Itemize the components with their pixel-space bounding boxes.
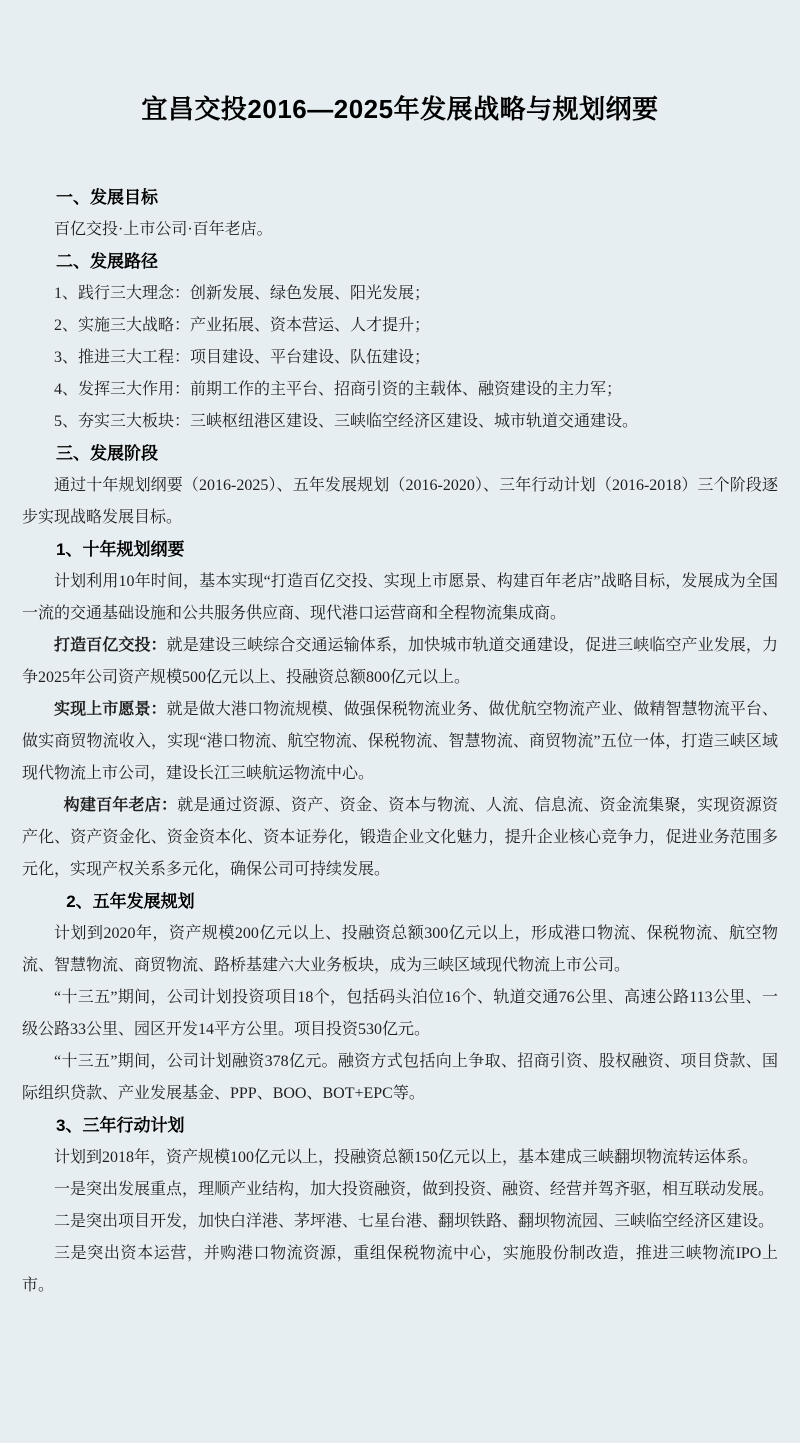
paragraph-focus-development: 一是突出发展重点，理顺产业结构，加大投资融资，做到投资、融资、经营并驾齐驱，相互联动发展。: [54, 1181, 775, 1198]
paragraph-five-year-targets: 计划到2020年，资产规模200亿元以上、投融资总额300亿元以上，形成港口物流、保税物流、航空物流、智慧物流、商贸物流、路桥基建六大业务板块，成为三峡区域现代物流上市公司。: [22, 925, 778, 974]
paragraph-text-build-ten-billion: 就是建设三峡综合交通运输体系，加快城市轨道交通建设，促进三峡临空产业发展，力争2025年公司资产规模500亿元以上、投融资总额800亿元以上。: [22, 637, 778, 686]
paragraph-focus-projects: 二是突出项目开发，加快白洋港、茅坪港、七星台港、翻坝铁路、翻坝物流园、三峡临空经济区建设。: [54, 1213, 775, 1230]
paragraph-lead-century-old-store: 构建百年老店：: [63, 797, 178, 814]
paragraph-goal-slogan: 百亿交投·上市公司·百年老店。: [54, 221, 273, 238]
paragraph-listing-vision: [22, 694, 778, 790]
list-item-three-concepts: 1、践行三大理念：创新发展、绿色发展、阳光发展；: [54, 285, 431, 302]
paragraph-investment-projects: “十三五”期间，公司计划投资项目18个，包括码头泊位16个、轨道交通76公里、高速公路113公里、一级公路33公里、园区开发14平方公里。项目投资530亿元。: [22, 989, 778, 1038]
list-item-three-strategies: 2、实施三大战略：产业拓展、资本营运、人才提升；: [54, 317, 431, 334]
paragraph-lead-build-ten-billion: 打造百亿交投：: [54, 637, 167, 654]
paragraph-stages-overview: 通过十年规划纲要（2016-2025）、五年发展规划（2016-2020）、三年行动计划（2016-2018）三个阶段逐步实现战略发展目标。: [22, 477, 778, 526]
subheading-three-year-action-plan: 3、三年行动计划: [56, 1116, 185, 1135]
subheading-five-year-plan: 2、五年发展规划: [66, 892, 195, 911]
paragraph-century-old-store: [22, 790, 778, 886]
list-item-three-projects: 3、推进三大工程：项目建设、平台建设、队伍建设；: [54, 349, 431, 366]
section-heading-development-stages: 三、发展阶段: [56, 444, 158, 463]
section-heading-development-goal: 一、发展目标: [56, 188, 158, 207]
paragraph-text-listing-vision: 就是做大港口物流规模、做强保税物流业务、做优航空物流产业、做精智慧物流平台、做实商贸物流收入，实现“港口物流、航空物流、保税物流、智慧物流、商贸物流”五位一体，打造三峡区域现代物流上市公司，建设长江三峡航运物流中心。: [22, 701, 778, 782]
paragraph-build-ten-billion: [22, 630, 778, 694]
paragraph-focus-capital: 三是突出资本运营，并购港口物流资源，重组保税物流中心，实施股份制改造，推进三峡物流IPO上市。: [22, 1245, 778, 1294]
list-item-three-sectors: 5、夯实三大板块：三峡枢纽港区建设、三峡临空经济区建设、城市轨道交通建设。: [54, 413, 639, 430]
paragraph-2018-targets: 计划到2018年，资产规模100亿元以上，投融资总额150亿元以上，基本建成三峡翻坝物流转运体系。: [54, 1149, 759, 1166]
paragraph-financing-plan: “十三五”期间，公司计划融资378亿元。融资方式包括向上争取、招商引资、股权融资、项目贷款、国际组织贷款、产业发展基金、PPP、BOO、BOT+EPC等。: [22, 1053, 778, 1102]
document-title: 宜昌交投2016—2025年发展战略与规划纲要: [141, 94, 659, 124]
list-item-three-roles: 4、发挥三大作用：前期工作的主平台、招商引资的主载体、融资建设的主力军；: [54, 381, 623, 398]
subheading-ten-year-outline: 1、十年规划纲要: [56, 540, 185, 559]
paragraph-text-century-old-store: 就是通过资源、资产、资金、资本与物流、人流、信息流、资金流集聚，实现资源资产化、资产资金化、资金资本化、资本证券化，锻造企业文化魅力，提升企业核心竞争力，促进业务范围多元化，实现产权关系多元化，确保公司可持续发展。: [22, 797, 778, 878]
paragraph-lead-listing-vision: 实现上市愿景：: [54, 701, 167, 718]
section-heading-development-path: 二、发展路径: [56, 252, 158, 271]
paragraph-ten-year-plan: 计划利用10年时间，基本实现“打造百亿交投、实现上市愿景、构建百年老店”战略目标，发展成为全国一流的交通基础设施和公共服务供应商、现代港口运营商和全程物流集成商。: [22, 573, 778, 622]
